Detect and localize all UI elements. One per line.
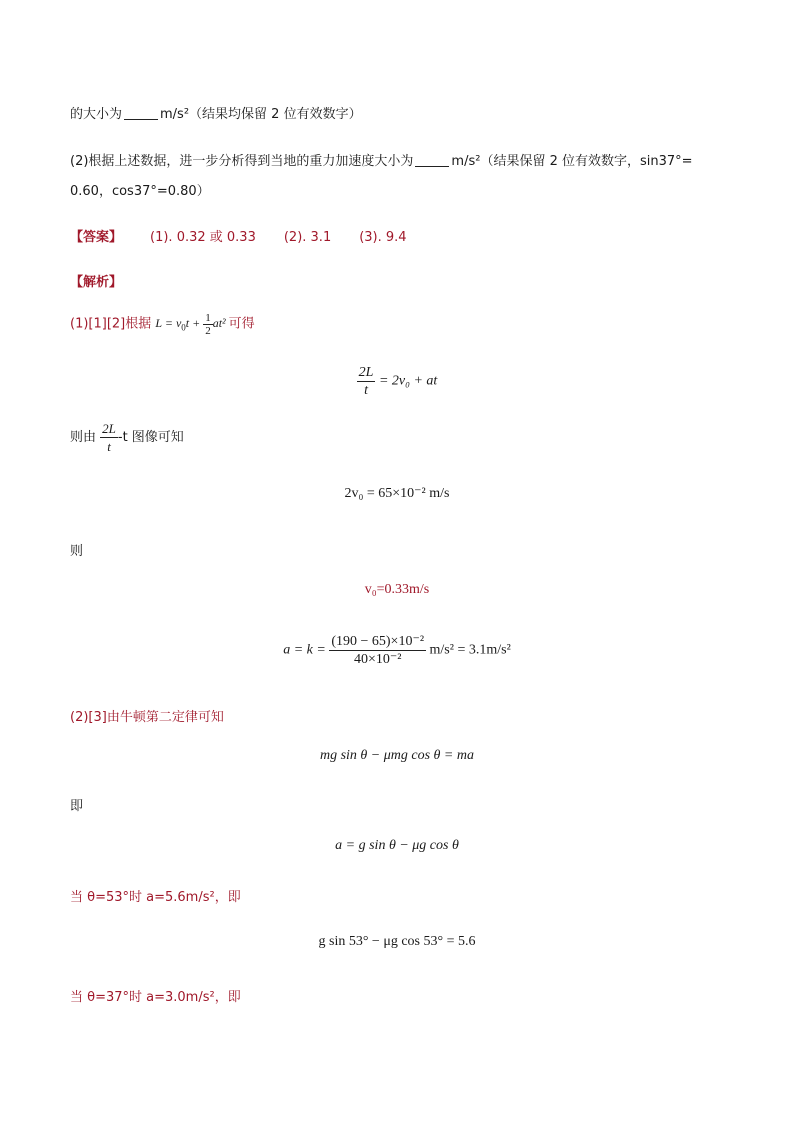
equation-acceleration: a = g sin θ − μg cos θ <box>335 838 459 853</box>
question2-continued: 0.60，cos37°=0.80） <box>70 184 210 199</box>
step1-lead: (1)[1][2]根据 <box>70 316 152 332</box>
equation-newton: mg sin θ − μmg cos θ = ma <box>319 748 474 763</box>
step2-line <box>70 420 184 455</box>
fraction-slope: $\frac{\text{(190 − 65)×10⁻²}}{\text{40×10⁻²}}$ <box>331 634 425 667</box>
equation-v0: v₀=0.33m/s <box>364 582 430 597</box>
question1-tail <box>70 103 362 122</box>
step1-tail: 可得 <box>228 316 255 332</box>
fraction-2L-t: $\frac{2L}{t}$ <box>358 365 374 398</box>
equation-2L-over-t: $\frac{2L}{t}$ = 2v₀ + at <box>358 365 438 398</box>
equation-a-k: a = k = $\frac{\text{(190 − 65)×10⁻²}}{\text{40×10⁻²}}$ m/s² = 3.1m/s² <box>283 634 511 667</box>
q1-tail-text: （结果均保留 2 位有效数字） <box>189 107 362 122</box>
equation-53: g sin 53° − μg cos 53° = 5.6 <box>318 934 476 949</box>
answer-3: (3). 9.4 <box>359 230 407 245</box>
q2-tail-text: （结果保留 2 位有效数字，sin37°= <box>480 154 693 169</box>
analysis-tag: 【解析】 <box>70 275 123 290</box>
case53-line: 当 θ=53°时 a=5.6m/s²，即 <box>70 890 241 905</box>
q1-unit: m/s² <box>160 107 190 122</box>
q1-lead-text: 的大小为 <box>70 107 123 122</box>
case37-line: 当 θ=37°时 a=3.0m/s²，即 <box>70 990 241 1005</box>
answer-blank <box>124 107 158 120</box>
answer-2: (2). 3.1 <box>283 230 332 245</box>
inline-fraction-2L-t: $\frac{2L}{t}$ <box>102 421 116 454</box>
answer-tag: 【答案】 <box>70 230 123 245</box>
q2-lead-text: (2)根据上述数据，进一步分析得到当地的重力加速度大小为 <box>70 154 414 169</box>
answer-blank <box>415 154 449 167</box>
step2-tail: -t 图像可知 <box>117 430 184 445</box>
answer-line <box>70 226 407 245</box>
step1-line <box>70 312 255 337</box>
then-text: 则 <box>70 544 84 559</box>
ji-text: 即 <box>70 799 84 814</box>
q2-unit: m/s² <box>451 154 481 169</box>
question2 <box>70 150 693 169</box>
step2-lead: 则由 <box>70 430 97 445</box>
answer-1: (1). 0.32 或 0.33 <box>150 230 256 245</box>
equation-2v0: 2v₀ = 65×10⁻² m/s <box>344 486 450 501</box>
inline-formula-L: $L = v_0t$ + $\frac{1}{2}$ at² <box>155 312 226 337</box>
fraction-half: $\frac{1}{2}$ <box>205 312 211 337</box>
step3-line: (2)[3]由牛顿第二定律可知 <box>70 710 224 725</box>
